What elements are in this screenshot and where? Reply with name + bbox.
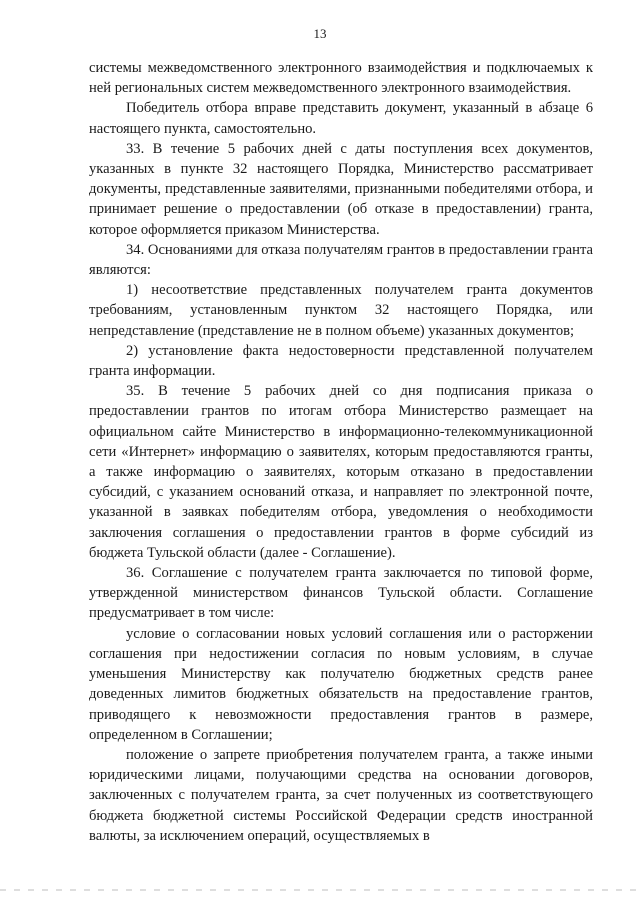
paragraph: 33. В течение 5 рабочих дней с даты поступления всех документов, указанных в пункте 32 настоящего Порядка, Министерство рассматривает документы, представленные заявителями, признанными победителями отбора, и принимает решение о предоставлении (об отказе в предоставлении) гранта, которое оформляется приказом Министерства. bbox=[89, 140, 593, 238]
paragraph: 35. В течение 5 рабочих дней со дня подписания приказа о предоставлении грантов по итогам отбора Министерство размещает на официальном сайте Министерство в информационно-телекоммуникационной сети «Интернет» информацию о заявителях, которым предоставляются гранты, а также информацию о заявителях, которым отказано в предоставлении субсидий, с указанием оснований отказа, и направляет по электронной почте, указанной в заявках победителям отбора, уведомления о необходимости заключения соглашения о предоставлении грантов в форме субсидий из бюджета Тульской области (далее - Соглашение). bbox=[89, 383, 593, 561]
paragraph: условие о согласовании новых условий соглашения или о расторжении соглашения при недостижении согласия по новым условиям, в случае уменьшения Министерству как получателю бюджетных средств ранее доведенных лимитов бюджетных обязательств на предоставление грантов, приводящего к невозможности предоставления грантов в размере, определенном в Соглашении; bbox=[89, 625, 593, 743]
document-body bbox=[89, 58, 593, 846]
scan-artifact-line bbox=[0, 889, 640, 891]
paragraph: 36. Соглашение с получателем гранта заключается по типовой форме, утвержденной министерством финансов Тульской области. Соглашение предусматривает в том числе: bbox=[89, 565, 593, 622]
paragraph: 2) установление факта недостоверности представленной получателем гранта информации. bbox=[89, 342, 593, 380]
paragraph: 1) несоответствие представленных получателем гранта документов требованиям, установленным пунктом 32 настоящего Порядка, или непредставление (представление не в полном объеме) указанных документов; bbox=[89, 282, 593, 339]
paragraph: Победитель отбора вправе представить документ, указанный в абзаце 6 настоящего пункта, самостоятельно. bbox=[89, 100, 593, 137]
paragraph: 34. Основаниями для отказа получателям грантов в предоставлении гранта являются: bbox=[89, 241, 593, 279]
paragraph: системы межведомственного электронного взаимодействия и подключаемых к ней региональных систем межведомственного электронного взаимодействия. bbox=[89, 60, 593, 97]
paragraph: положение о запрете приобретения получателем гранта, а также иными юридическими лицами, получающими средства на основании договоров, заключенных с получателем гранта, за счет полученных из соответствующего бюджета бюджетной системы Российской Федерации средств иностранной валюты, за исключением операций, осуществляемых в bbox=[89, 746, 593, 844]
page-number: 13 bbox=[313, 26, 327, 41]
